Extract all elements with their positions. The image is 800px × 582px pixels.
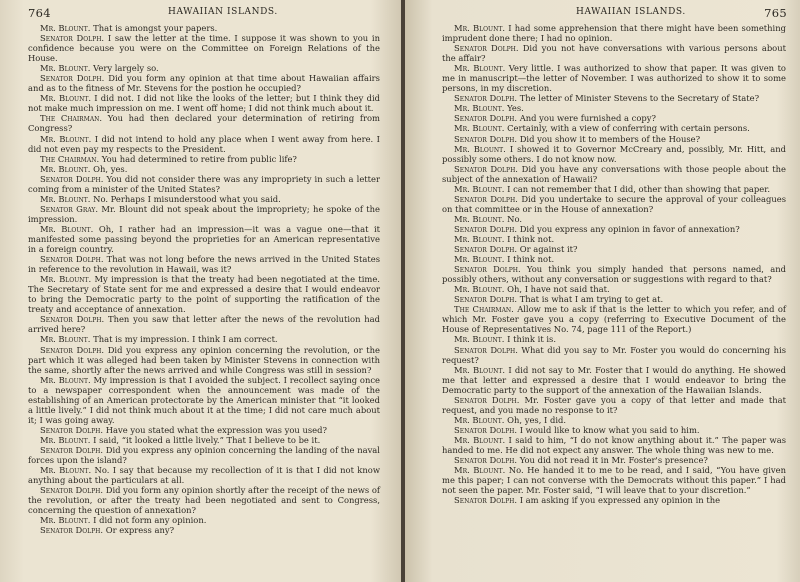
testimony-paragraph <box>28 515 380 525</box>
left-page-number: 764 <box>28 6 51 20</box>
speaker-name: Mr. Blount. <box>40 193 91 204</box>
right-page-number: 765 <box>764 6 787 20</box>
speech-text: I did not. I did not like the looks of the letter; but I think they did not make much impression on me. I went off home; I did not think much about it. <box>28 93 380 114</box>
speaker-name: Senator Dolph. <box>40 73 105 84</box>
speaker-name: Mr. Blount. <box>40 465 92 476</box>
testimony-paragraph <box>28 435 380 445</box>
testimony-paragraph <box>442 334 786 344</box>
testimony-paragraph <box>442 224 786 234</box>
testimony-paragraph <box>28 334 380 344</box>
testimony-paragraph <box>442 184 786 194</box>
left-running-title: HAWAIIAN ISLANDS. <box>168 7 278 17</box>
testimony-paragraph <box>442 214 786 224</box>
testimony-paragraph <box>442 455 786 465</box>
testimony-paragraph <box>28 63 380 73</box>
speech-text: Did you express any opinion in favor of annexation? <box>519 223 740 234</box>
speaker-name: The Chairman. <box>40 153 100 164</box>
testimony-paragraph <box>28 375 380 425</box>
speech-text: Did you show it to members of the House? <box>519 133 701 144</box>
testimony-paragraph <box>442 365 786 395</box>
speaker-name: Mr. Blount. <box>454 123 505 134</box>
speaker-name: Mr. Blount. <box>40 334 91 345</box>
speech-text: Certainly, with a view of conferring with certain persons. <box>507 123 750 134</box>
speech-text: That is what I am trying to get at. <box>519 294 664 305</box>
speech-text: I did not say to Mr. Foster that I would do anything. He showed me that letter and expressed a desire that I would endeavor to bring the Democratic party to the support of the annexation of the Hawaiian Islands. <box>442 364 786 395</box>
testimony-paragraph <box>28 274 380 314</box>
speaker-name: Senator Dolph. <box>454 43 519 54</box>
speaker-name: Senator Dolph. <box>40 485 104 496</box>
speaker-name: Senator Dolph. <box>454 163 518 174</box>
speaker-name: Senator Dolph. <box>454 133 518 144</box>
speech-text: The letter of Minister Stevens to the Secretary of State? <box>519 93 760 104</box>
speech-text: I showed it to Governor McCreary and, possibly, Mr. Hitt, and possibly some others. I do not know now. <box>442 143 786 164</box>
speech-text: No. Perhaps I misunderstood what you said. <box>93 193 281 204</box>
testimony-paragraph <box>442 495 786 505</box>
testimony-paragraph <box>442 23 786 43</box>
testimony-paragraph <box>28 345 380 375</box>
testimony-paragraph <box>442 144 786 164</box>
speech-text: Oh, yes. <box>93 163 128 174</box>
speaker-name: Senator Dolph. <box>40 254 104 265</box>
testimony-paragraph <box>442 284 786 294</box>
speech-text: Oh, I have not said that. <box>507 284 610 295</box>
testimony-paragraph <box>442 164 786 184</box>
testimony-paragraph <box>28 485 380 515</box>
speaker-name: Mr. Blount. <box>40 163 91 174</box>
speech-text: What did you say to Mr. Foster you would do concerning his request? <box>442 344 787 365</box>
testimony-paragraph <box>28 224 380 254</box>
speech-text: My impression is that the treaty had been negotiated at the time. The Secretary of State sent for me and expressed a desire that I would endeavor to bring the Democratic party to the point of supporting the ratification of the treaty and acceptance of annexation. <box>28 274 380 315</box>
testimony-paragraph <box>442 425 786 435</box>
testimony-paragraph <box>28 254 380 274</box>
speech-text: Did you express any opinion concerning the landing of the naval forces upon the island? <box>28 444 380 466</box>
speaker-name: Senator Dolph. <box>454 93 518 104</box>
speech-text: I had some apprehension that there might have been something imprudent done there; I had no opinion. <box>442 23 786 44</box>
speech-text: I think it is. <box>507 334 557 345</box>
speaker-name: Senator Dolph. <box>454 344 518 355</box>
testimony-paragraph <box>28 314 380 334</box>
speech-text: That is my impression. I think I am correct. <box>93 334 278 345</box>
testimony-paragraph <box>442 63 786 93</box>
speaker-name: Mr. Blount. <box>454 23 505 33</box>
speech-text: You had determined to retire from public life? <box>101 153 297 164</box>
speech-text: Oh, I rather had an impression—it was a vague one—that it manifested some passing beyond the proprieties for an American representative in a foreign country. <box>28 223 381 255</box>
testimony-paragraph <box>442 415 786 425</box>
testimony-paragraph <box>28 164 380 174</box>
speech-text: Have you stated what the expression was you used? <box>105 424 327 435</box>
testimony-paragraph <box>442 134 786 144</box>
speaker-name: Mr. Blount. <box>454 233 505 244</box>
testimony-paragraph <box>28 154 380 164</box>
speech-text: Very largely so. <box>93 63 159 74</box>
speaker-name: Mr. Blount. <box>40 274 92 285</box>
speech-text: And you were furnished a copy? <box>519 113 656 124</box>
speaker-name: Mr. Blount. <box>40 434 91 445</box>
speech-text: Yes. <box>507 103 524 114</box>
right-page <box>405 0 800 582</box>
speech-text: That is amongst your papers. <box>93 23 218 33</box>
speaker-name: Mr. Blount. <box>454 284 505 295</box>
speaker-name: Mr. Blount. <box>454 465 506 476</box>
speaker-name: Senator Dolph. <box>40 173 104 184</box>
right-page-text <box>442 23 786 505</box>
testimony-paragraph <box>442 254 786 264</box>
speaker-name: Mr. Blount. <box>40 515 91 526</box>
speech-text: Then you saw that letter after the news of the revolution had arrived here? <box>28 314 381 335</box>
speaker-name: Senator Dolph. <box>454 424 518 435</box>
speaker-name: Mr. Blount. <box>454 364 506 375</box>
testimony-paragraph <box>442 264 786 284</box>
speech-text: I think not. <box>507 254 555 265</box>
speaker-name: Mr. Blount. <box>454 103 505 114</box>
speech-text: I can not remember that I did, other than showing that paper. <box>507 183 770 194</box>
speech-text: Or express any? <box>105 525 175 536</box>
speaker-name: Senator Dolph. <box>40 525 104 536</box>
speech-text: You did not consider there was any impropriety in such a letter coming from a minister of the United States? <box>28 173 380 194</box>
speaker-name: Mr. Blount. <box>454 213 505 224</box>
speaker-name: Mr. Blount. <box>454 334 505 345</box>
testimony-paragraph <box>28 134 380 154</box>
testimony-paragraph <box>442 435 786 455</box>
speaker-name: Senator Dolph. <box>454 244 518 255</box>
testimony-paragraph <box>442 43 786 63</box>
speaker-name: Senator Dolph. <box>454 264 521 275</box>
speaker-name: Mr. Blount. <box>40 133 92 144</box>
speech-text: You think you simply handed that persons named, and possibly others, without any conversation or suggestions with regard to that? <box>442 264 786 285</box>
speech-text: Did you form any opinion at that time about Hawaiian affairs and as to the fitness of Mr. Stevens for the postion he occupied? <box>28 73 380 94</box>
speech-text: Allow me to ask if that is the letter to which you refer, and of which Mr. Foster gave you a copy (referring to Executive Document of the House of Representatives No. 74, page 111 of the Report.) <box>442 304 786 335</box>
testimony-paragraph <box>442 345 786 365</box>
speech-text: No. I say that because my recollection of it is that I did not know anything about the particulars at all. <box>28 465 380 486</box>
speech-text: You did not read it in Mr. Foster's presence? <box>519 455 708 466</box>
speech-text: Or against it? <box>519 244 578 255</box>
left-page-text <box>28 23 380 535</box>
speech-text: No. <box>507 213 523 224</box>
speaker-name: Senator Dolph. <box>40 344 105 355</box>
testimony-paragraph <box>442 294 786 304</box>
testimony-paragraph <box>28 113 380 133</box>
speech-text: I would like to know what you said to him. <box>519 424 700 435</box>
speech-text: I am asking if you expressed any opinion in the <box>519 495 721 506</box>
speech-text: I said, “it looked a little lively.” That I believe to be it. <box>93 434 321 445</box>
speech-text: Oh, yes, I did. <box>507 414 567 425</box>
speech-text: You had then declared your determination of retiring from Congress? <box>28 113 380 134</box>
testimony-paragraph <box>28 204 380 224</box>
testimony-paragraph <box>28 525 380 535</box>
testimony-paragraph <box>28 73 380 93</box>
speech-text: I saw the letter at the time. I suppose it was shown to you in confidence because you were on the Committee on Foreign Relations of the House. <box>28 33 380 64</box>
speaker-name: Mr. Blount. <box>40 223 94 234</box>
speech-text: That was not long before the news arrived in the United States in reference to the revolution in Hawaii, was it? <box>28 254 380 275</box>
left-page-header <box>28 6 380 20</box>
speaker-name: Senator Dolph. <box>40 444 104 455</box>
speaker-name: Senator Dolph. <box>454 193 518 204</box>
speaker-name: Senator Dolph. <box>40 314 105 325</box>
speaker-name: Mr. Blount. <box>454 414 505 425</box>
testimony-paragraph <box>442 234 786 244</box>
speaker-name: Senator Gray. <box>40 203 99 214</box>
speaker-name: The Chairman. <box>40 113 103 124</box>
speaker-name: Senator Dolph. <box>454 455 518 466</box>
speech-text: Did you not have conversations with various persons about the affair? <box>442 43 786 64</box>
testimony-paragraph <box>442 113 786 123</box>
testimony-paragraph <box>442 103 786 113</box>
speech-text: I did not intend to hold any place when I went away from here. I did not even pay my respects to the President. <box>28 133 380 154</box>
speaker-name: Senator Dolph. <box>454 113 518 124</box>
speech-text: My impression is that I avoided the subject. I recollect saying once to a newspaper correspondent when the announcement was made of the establishing of an American protectorate by the American minister that “it looked a little lively.” I did not think much about it at the time; I did not care much about it; I was going away. <box>28 374 380 425</box>
speaker-name: Senator Dolph. <box>454 294 518 305</box>
speaker-name: Mr. Blount. <box>454 183 505 194</box>
testimony-paragraph <box>28 425 380 435</box>
speech-text: Did you form any opinion shortly after the receipt of the news of the revolution, or after the treaty had been negotiated and sent to Congress, concerning the question of annexation? <box>28 485 381 516</box>
speaker-name: Mr. Blount. <box>454 434 506 445</box>
testimony-paragraph <box>28 33 380 63</box>
testimony-paragraph <box>28 23 380 33</box>
right-running-title: HAWAIIAN ISLANDS. <box>576 7 686 17</box>
speaker-name: Mr. Blount. <box>40 93 92 104</box>
testimony-paragraph <box>442 244 786 254</box>
speech-text: Did you express any opinion concerning the revolution, or the part which it was alleged had been taken by Minister Stevens in connection with the same, shortly after the news arrived and while Congress was still in session? <box>28 344 380 375</box>
speech-text: Very little. I was authorized to show that paper. It was given to me in manuscript—the letter of November. I was authorized to show it to some persons, in my discretion. <box>442 63 786 94</box>
testimony-paragraph <box>442 395 786 415</box>
testimony-paragraph <box>28 465 380 485</box>
testimony-paragraph <box>442 465 786 495</box>
speech-text: I did not form any opinion. <box>93 515 207 526</box>
speaker-name: Mr. Blount. <box>40 63 91 74</box>
speaker-name: Mr. Blount. <box>454 143 506 154</box>
speaker-name: Senator Dolph. <box>40 33 105 44</box>
testimony-paragraph <box>442 123 786 133</box>
testimony-paragraph <box>442 194 786 214</box>
speech-text: No. He handed it to me to be read, and I said, “You have given me this paper; I can not converse with the Democrats without this paper.” I had not seen the paper. Mr. Foster said, “I will leave that to your discretion.” <box>442 465 787 496</box>
speaker-name: Senator Dolph. <box>454 223 518 234</box>
testimony-paragraph <box>28 174 380 194</box>
right-page-header <box>441 6 787 20</box>
testimony-paragraph <box>28 194 380 204</box>
speaker-name: The Chairman. <box>454 304 514 315</box>
speaker-name: Senator Dolph. <box>454 495 518 506</box>
speaker-name: Mr. Blount. <box>40 23 91 33</box>
speech-text: Did you have any conversations with those people about the subject of the annexation of Hawaii? <box>442 163 786 184</box>
testimony-paragraph <box>442 304 786 334</box>
speech-text: Mr. Blount did not speak about the impropriety; he spoke of the impression. <box>28 203 380 224</box>
testimony-paragraph <box>28 93 380 113</box>
speech-text: I said to him, “I do not know anything about it.” The paper was handed to me. He did not expect any answer. The whole thing was new to me. <box>442 434 786 455</box>
speech-text: I think not. <box>507 233 555 244</box>
speech-text: Did you undertake to secure the approval of your colleagues on that committee or in the House of annexation? <box>442 193 786 214</box>
speaker-name: Mr. Blount. <box>454 63 506 74</box>
speaker-name: Mr. Blount. <box>454 254 505 265</box>
speaker-name: Senator Dolph. <box>454 394 520 405</box>
speaker-name: Senator Dolph. <box>40 424 104 435</box>
speech-text: Mr. Foster gave you a copy of that letter and made that request, and you made no response to it? <box>442 394 786 415</box>
testimony-paragraph <box>28 445 380 465</box>
testimony-paragraph <box>442 93 786 103</box>
speaker-name: Mr. Blount. <box>40 374 91 385</box>
